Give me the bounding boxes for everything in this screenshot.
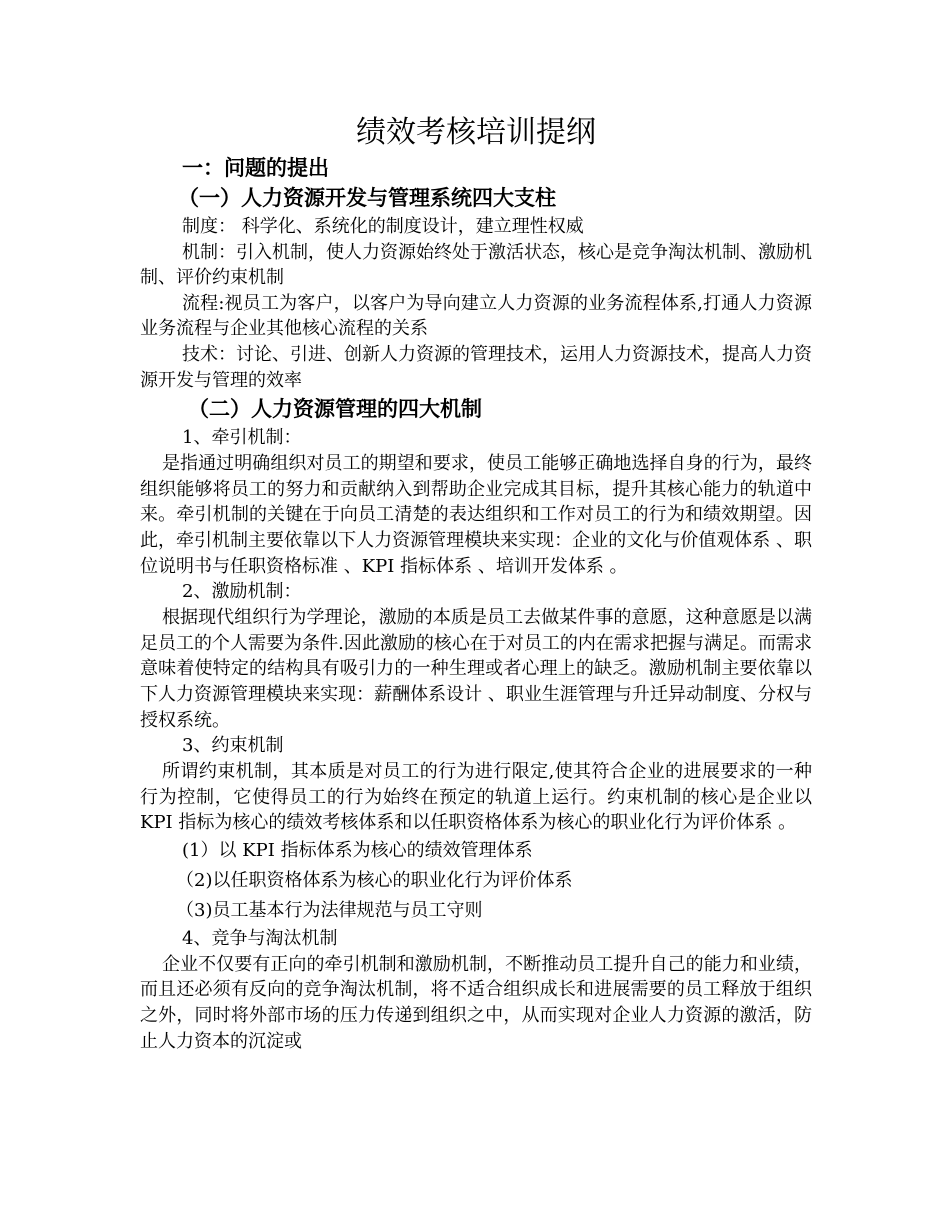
paragraph-system: 制度： 科学化、系统化的制度设计，建立理性权威 <box>182 216 584 237</box>
subsection-heading-pillars: （一）人力资源开发与管理系统四大支柱 <box>178 186 556 210</box>
mechanism-title-competition: 4、竞争与淘汰机制 <box>182 927 338 949</box>
mechanism-body-competition: 企业不仅要有正向的牵引机制和激励机制，不断推动员工提升自己的能力和业绩，而且还必须有反向的竞争淘汰机制，将不适合组织成长和进展需要的员工释放于组织之外，同时将外部市场的压力传递到组织之中，从而实现对企业人力资源的激活，防止人力资本的沉淀或 <box>140 953 812 1052</box>
paragraph-process: 流程:视员工为客户，以客户为导向建立人力资源的业务流程体系,打通人力资源业务流程与企业其他核心流程的关系 <box>140 292 812 340</box>
paragraph-technology: 技术：讨论、引进、创新人力资源的管理技术，运用人力资源技术，提高人力资源开发与管理的效率 <box>140 343 812 391</box>
subsection-heading-mechanisms: （二）人力资源管理的四大机制 <box>188 397 482 422</box>
document-page <box>140 112 812 1054</box>
mechanism-title-constraint: 3、约束机制 <box>182 735 284 757</box>
constraint-list-item: (1）以 KPI 指标体系为核心的绩效管理体系 <box>182 839 533 861</box>
mechanism-title-incentive: 2、激励机制： <box>182 581 302 603</box>
constraint-list-item: （2)以任职资格体系为核心的职业化行为评价体系 <box>176 869 573 891</box>
section-heading: 一：问题的提出 <box>182 156 329 180</box>
paragraph-mechanism: 机制：引入机制，使人力资源始终处于激活状态，核心是竞争淘汰机制、激励机制、评价约束机制 <box>140 241 812 289</box>
mechanism-body-incentive: 根据现代组织行为学理论，激励的本质是员工去做某件事的意愿，这种意愿是以满足员工的个人需要为条件.因此激励的核心在于对员工的内在需求把握与满足。而需求意味着使特定的结构具有吸引力的一种生理或者心理上的缺乏。激励机制主要依靠以下人力资源管理模块来实现：薪酬体系设计 、职业生涯管理与升迁异动制度、分权与授权系统。 <box>140 607 812 731</box>
mechanism-body-guidance: 是指通过明确组织对员工的期望和要求，使员工能够正确地选择自身的行为，最终组织能够将员工的努力和贡献纳入到帮助企业完成其目标，提升其核心能力的轨道中来。牵引机制的关键在于向员工清楚的表达组织和工作对员工的行为和绩效期望。因此，牵引机制主要依靠以下人力资源管理模块来实现：企业的文化与价值观体系 、职位说明书与任职资格标准 、KPI 指标体系 、培训开发体系 。 <box>140 453 812 577</box>
constraint-list-item: （3)员工基本行为法律规范与员工守则 <box>176 899 483 921</box>
document-title: 绩效考核培训提纲 <box>356 115 596 150</box>
mechanism-title-guidance: 1、牵引机制： <box>182 427 302 449</box>
mechanism-body-constraint: 所谓约束机制，其本质是对员工的行为进行限定,使其符合企业的进展要求的一种行为控制，它使得员工的行为始终在预定的轨道上运行。约束机制的核心是企业以 KPI 指标为核心的绩效考核体系和以任职资格体系为核心的职业化行为评价体系 。 <box>140 761 812 834</box>
